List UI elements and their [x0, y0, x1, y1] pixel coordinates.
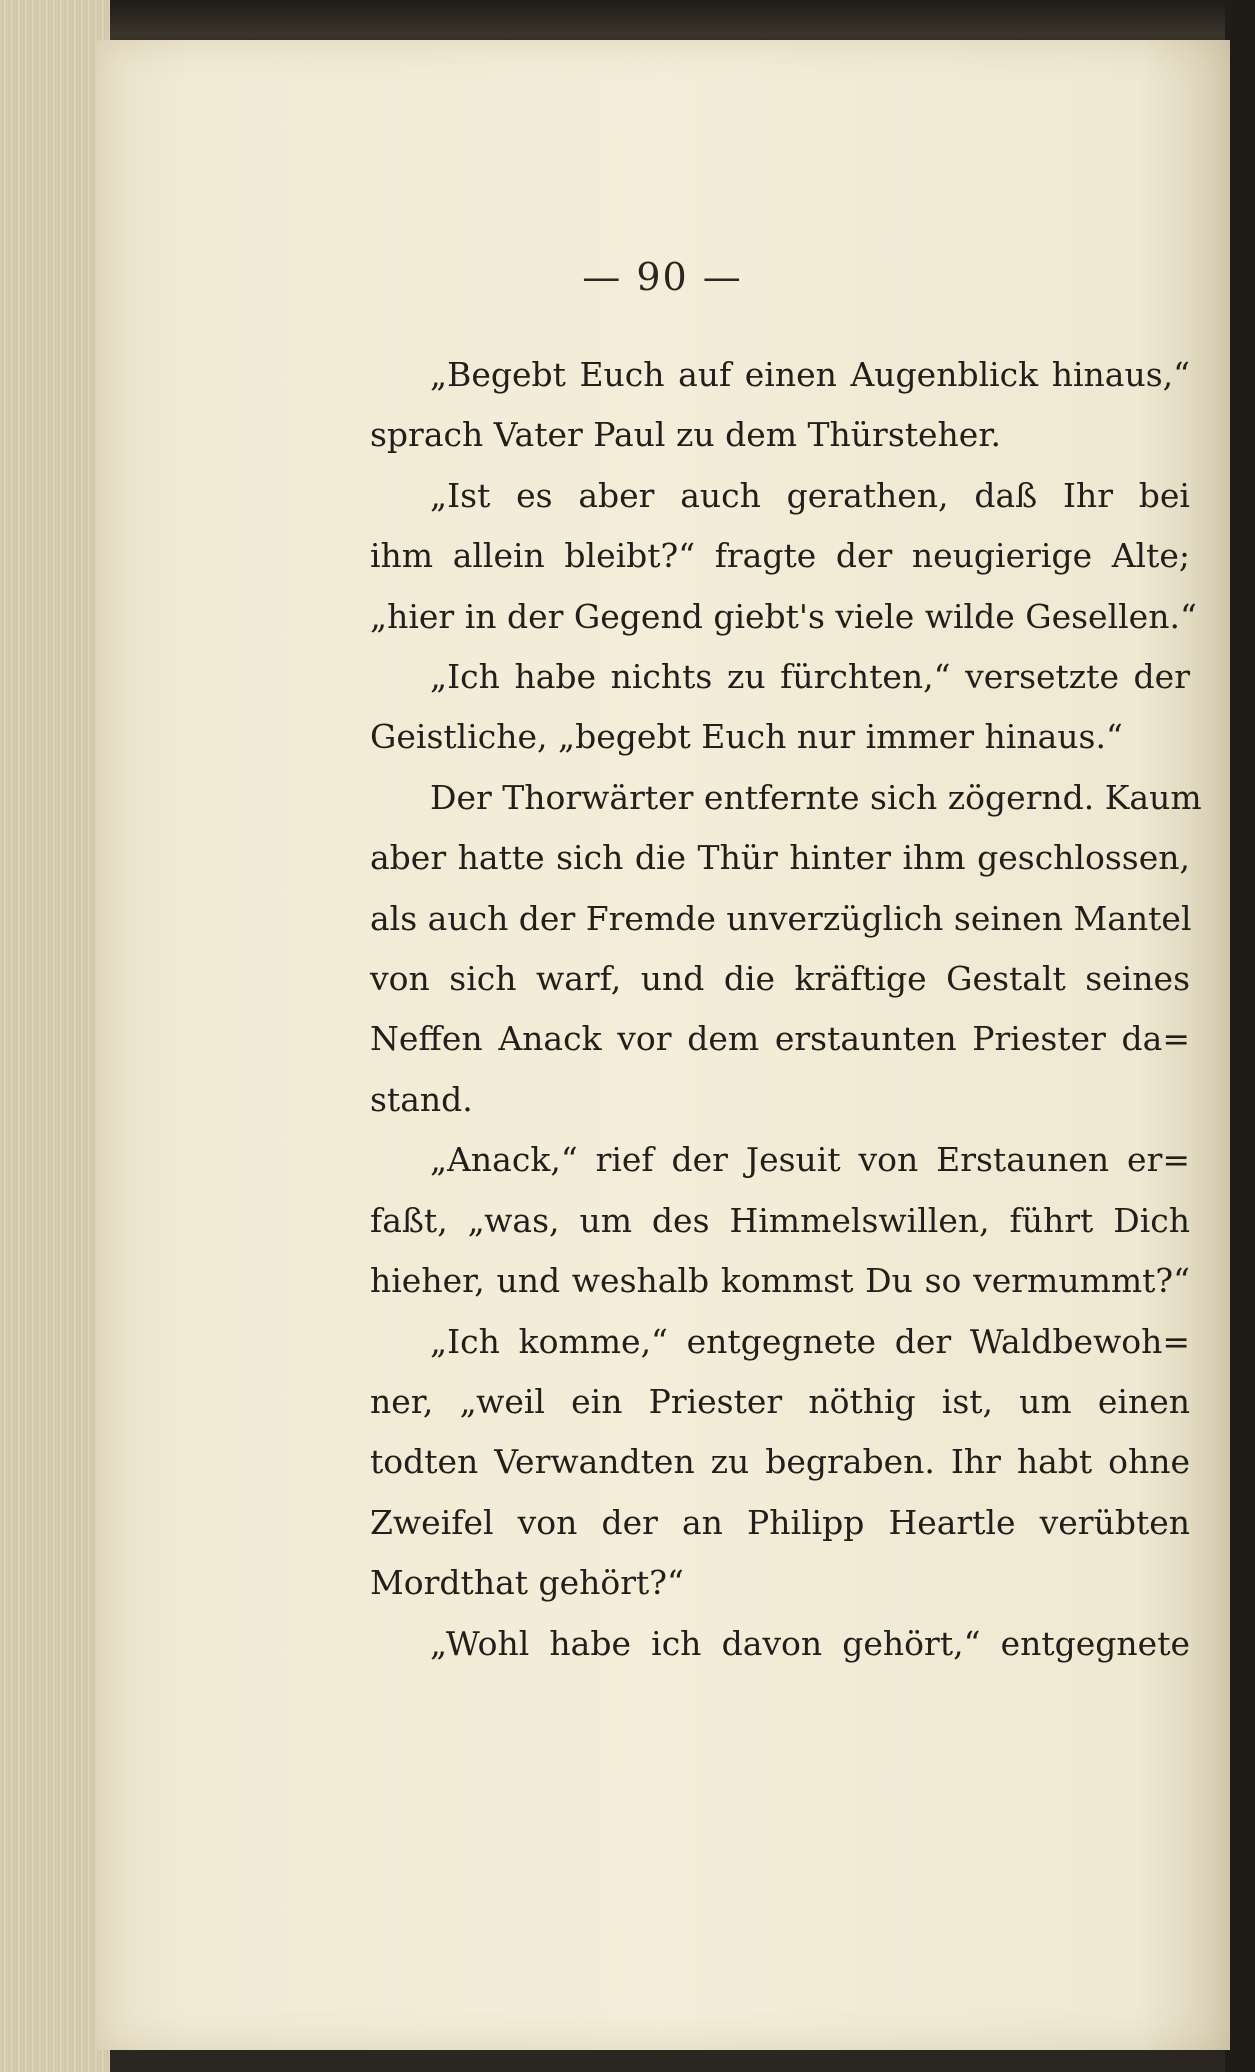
text-line: Der Thorwärter entfernte sich zögernd. Kaum — [430, 777, 1202, 817]
text-line: Neffen Anack vor dem erstaunten Priester da= — [370, 1019, 1190, 1059]
text-line: Mordthat gehört?“ — [370, 1563, 684, 1603]
text-line: „Ich habe nichts zu fürchten,“ versetzte der — [430, 657, 1190, 697]
text-line: hieher, und weshalb kommst Du so vermummt?“ — [370, 1261, 1190, 1301]
text-line: „Ich komme,“ entgegnete der Waldbewoh= — [430, 1321, 1190, 1361]
text-line: ihm allein bleibt?“ fragte der neugierige Alte; — [370, 536, 1190, 576]
text-line: „Ist es aber auch gerathen, daß Ihr bei — [430, 475, 1190, 515]
text-line: als auch der Fremde unverzüglich seinen Mantel — [370, 898, 1192, 938]
book-page — [95, 40, 1230, 2050]
text-line: stand. — [370, 1079, 473, 1119]
page-number: — 90 — — [582, 255, 743, 299]
text-line: todten Verwandten zu begraben. Ihr habt ohne — [370, 1442, 1190, 1482]
text-line: sprach Vater Paul zu dem Thürsteher. — [370, 415, 1001, 455]
text-line: ner, „weil ein Priester nöthig ist, um einen — [370, 1381, 1190, 1421]
page-edges — [0, 0, 110, 2072]
text-line: Geistliche, „begebt Euch nur immer hinaus.“ — [370, 717, 1123, 757]
text-line: „Begebt Euch auf einen Augenblick hinaus,“ — [430, 355, 1190, 394]
text-line: „hier in der Gegend giebt's viele wilde Gesellen.“ — [370, 596, 1197, 636]
text-line: aber hatte sich die Thür hinter ihm geschlossen, — [370, 838, 1190, 878]
text-line: Zweifel von der an Philipp Heartle verübten — [370, 1502, 1190, 1542]
text-line: von sich warf, und die kräftige Gestalt seines — [370, 959, 1190, 999]
text-line: faßt, „was, um des Himmelswillen, führt Dich — [370, 1200, 1190, 1240]
body-text — [370, 345, 1202, 1674]
text-line: „Anack,“ rief der Jesuit von Erstaunen er= — [430, 1140, 1190, 1180]
text-line: „Wohl habe ich davon gehört,“ entgegnete — [430, 1623, 1190, 1663]
